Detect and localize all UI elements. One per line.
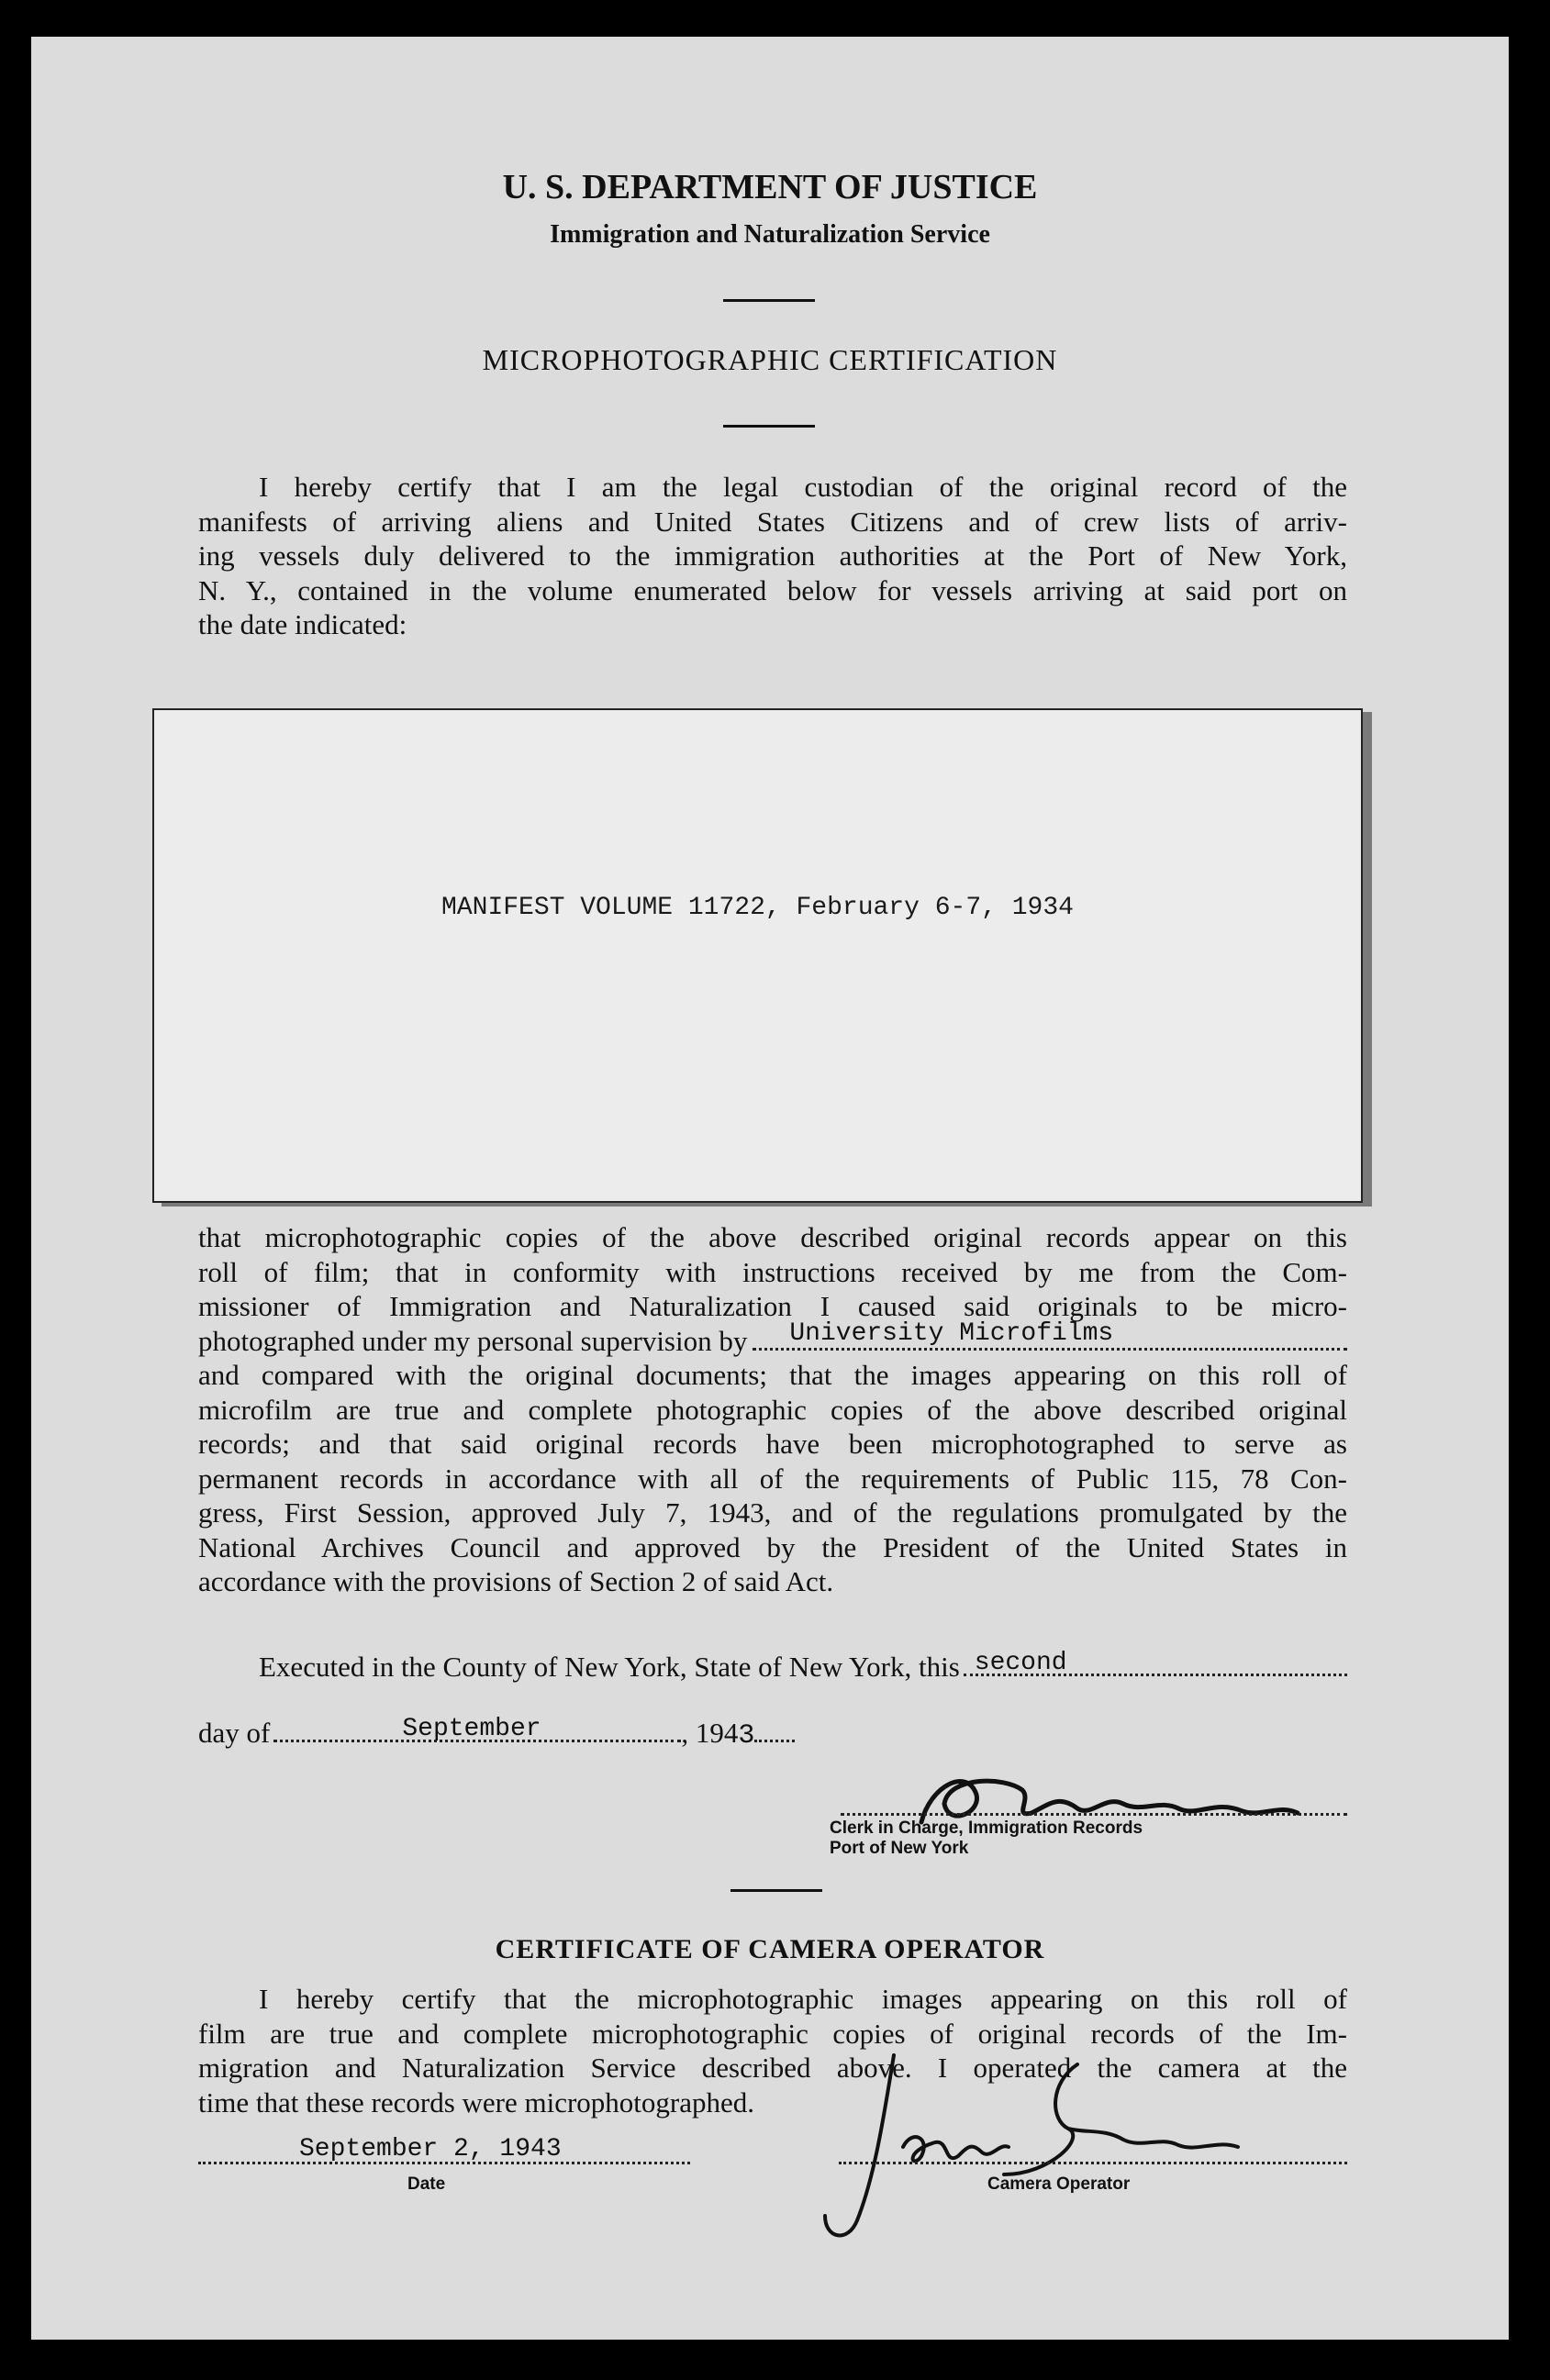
date-label: Date [407,2174,446,2194]
camera-heading: CERTIFICATE OF CAMERA OPERATOR [495,1934,1045,1964]
clerk-title [830,1818,1143,1859]
executed-line [259,1650,1347,1684]
operator-label: Camera Operator [987,2174,1131,2194]
intro-line: manifests of arriving aliens and United States Citizens and of crew lists of arriv- [198,505,1347,538]
clerk-title-line2: Port of New York [830,1839,969,1858]
intro-line: ing vessels duly delivered to the immigration authorities at the Port of New York, [198,539,1347,572]
clerk-signature-line [841,1795,1347,1816]
operator-signature-line [839,2143,1347,2164]
month-dotted-line [273,1716,681,1742]
body-line: microfilm are true and complete photographic copies of the above described original [198,1393,1347,1426]
body-line: records; and that said original records have been microphotographed to serve as [198,1428,1347,1460]
intro-line: N. Y., contained in the volume enumerated below for vessels arriving at said port on [198,573,1347,606]
day-of-line [198,1716,795,1752]
year-prefix: , 194 [681,1717,739,1749]
body-line: and compared with the original documents; that the images appearing on this roll of [198,1359,1347,1391]
executed-prefix: Executed in the County of New York, State of New York, this [259,1651,960,1683]
divider [730,1889,822,1892]
body-line: permanent records in accordance with all of the requirements of Public 115, 78 Con- [198,1462,1347,1495]
date-dotted-line [198,2135,690,2164]
intro-paragraph [198,470,1347,642]
day-value: second [974,1649,1067,1677]
body-line: roll of film; that in conformity with instructions received by me from the Com- [198,1255,1347,1288]
date-value: September 2, 1943 [299,2135,562,2163]
intro-line: the date indicated: [198,608,407,640]
camera-line: film are true and complete microphotographic copies of original records of the Im- [198,2017,1347,2050]
day-of-label: day of [198,1717,271,1749]
camera-line: I hereby certify that the microphotographic images appearing on this roll of [259,1983,1347,2015]
divider [723,425,815,428]
camera-line: migration and Naturalization Service described above. I operated the camera at the [198,2052,1347,2084]
department-title: U. S. DEPARTMENT OF JUSTICE [502,168,1038,206]
service-subtitle: Immigration and Naturalization Service [550,220,990,249]
body-line: accordance with the provisions of Section 2 of said Act. [198,1565,834,1597]
manifest-volume-text: MANIFEST VOLUME 11722, February 6-7, 1934 [441,894,1074,922]
certification-title: MICROPHOTOGRAPHIC CERTIFICATION [482,343,1058,376]
body-line: missioner of Immigration and Naturalization I caused said originals to be micro- [198,1290,1347,1322]
divider [723,299,815,302]
year-dotted-line [754,1716,795,1742]
body-line: National Archives Council and approved by the President of the United States in [198,1530,1347,1563]
body-line: that microphotographic copies of the above described original records appear on this [198,1221,1347,1253]
camera-line: time that these records were microphotographed. [198,2085,754,2119]
supervision-dotted-line [753,1319,1347,1351]
supervision-prefix: photographed under my personal supervision by [198,1324,748,1357]
body-line: gress, First Session, approved July 7, 1943, and of the regulations promulgated by the [198,1496,1347,1529]
intro-line: I hereby certify that I am the legal custodian of the original record of the [259,471,1347,503]
month-value: September [402,1715,541,1743]
day-dotted-line [964,1650,1347,1676]
supervision-filler: University Microfilms [789,1319,1114,1348]
year-suffix: 3 [738,1720,755,1752]
clerk-title-line1: Clerk in Charge, Immigration Records [830,1818,1143,1838]
body-paragraph [198,1220,1347,1599]
manifest-card [152,708,1363,1203]
certificate-page [31,37,1509,2340]
supervision-line [198,1319,1347,1359]
